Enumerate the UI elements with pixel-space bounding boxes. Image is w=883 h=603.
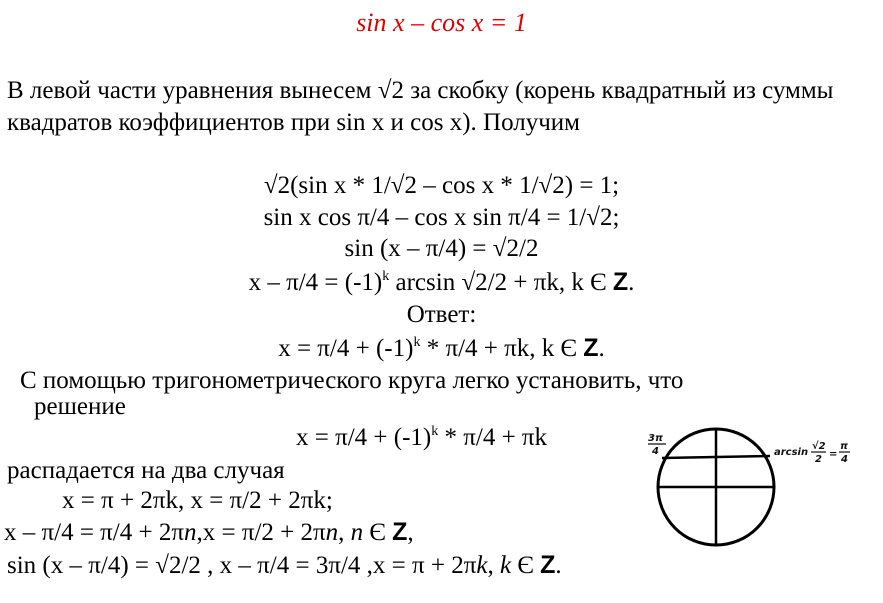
left-label-top: 3π	[648, 433, 663, 444]
step-4-part-b: arcsin √2/2 + πk, k Є	[389, 269, 613, 296]
solution-part-a: x = π/4 + (-1)	[296, 424, 432, 451]
equation-step-2: sin x cos π/4 – cos x sin π/4 = 1/√2;	[263, 204, 620, 231]
circle-note-line-1: С помощью тригонометрического круга легко установить, что	[20, 367, 684, 394]
right-label-frac-top: √2	[812, 441, 826, 452]
right-label-equals: =	[829, 449, 838, 460]
case-2: x – π/4 = π/4 + 2πn,x = π/2 + 2πn, n Є Z,	[4, 518, 414, 546]
integers-symbol: Z	[540, 551, 556, 579]
integers-symbol: Z	[612, 268, 629, 296]
answer-end: .	[598, 335, 605, 362]
answer-exponent: k	[413, 335, 421, 350]
answer-label: Ответ:	[406, 301, 477, 328]
page-title: sin x – cos x = 1	[356, 8, 527, 37]
solution-exponent: k	[431, 424, 439, 439]
equation-step-4	[0, 268, 883, 297]
intro-paragraph: В левой части уравнения вынесем √2 за скобку (корень квадратный из суммы квадратов коэффициентов при sin x и cos x). Получим	[7, 77, 834, 136]
right-label-result-bottom: 4	[841, 454, 848, 465]
answer-part-b: * π/4 + πk, k Є	[420, 335, 584, 362]
integers-symbol: Z	[392, 518, 408, 546]
chord-line	[662, 456, 770, 458]
general-solution	[296, 424, 547, 452]
splits-text: распадается на два случая	[7, 457, 285, 484]
left-label-bottom: 4	[652, 446, 659, 457]
step-4-part-a: x – π/4 = (-1)	[248, 269, 383, 296]
right-label-prefix: arcsin	[774, 447, 809, 458]
equation-step-1: √2(sin x * 1/√2 – cos x * 1/√2) = 1;	[263, 172, 620, 199]
answer-formula	[0, 334, 883, 363]
right-label-frac-bottom: 2	[815, 454, 822, 465]
case-1: x = π + 2πk, x = π/2 + 2πk;	[62, 487, 333, 514]
solution-part-b: * π/4 + πk	[438, 424, 548, 451]
right-label-result-top: π	[840, 441, 848, 452]
step-4-exponent: k	[382, 269, 390, 284]
step-4-end: .	[628, 269, 635, 296]
answer-part-a: x = π/4 + (-1)	[278, 335, 414, 362]
trig-circle-diagram	[628, 425, 868, 565]
integers-symbol: Z	[583, 334, 599, 362]
case-3: sin (x – π/4) = √2/2 , x – π/4 = 3π/4 ,x = π + 2πk, k Є Z.	[7, 551, 562, 579]
equation-step-3: sin (x – π/4) = √2/2	[344, 235, 539, 262]
circle-note-line-2: решение	[34, 393, 126, 420]
